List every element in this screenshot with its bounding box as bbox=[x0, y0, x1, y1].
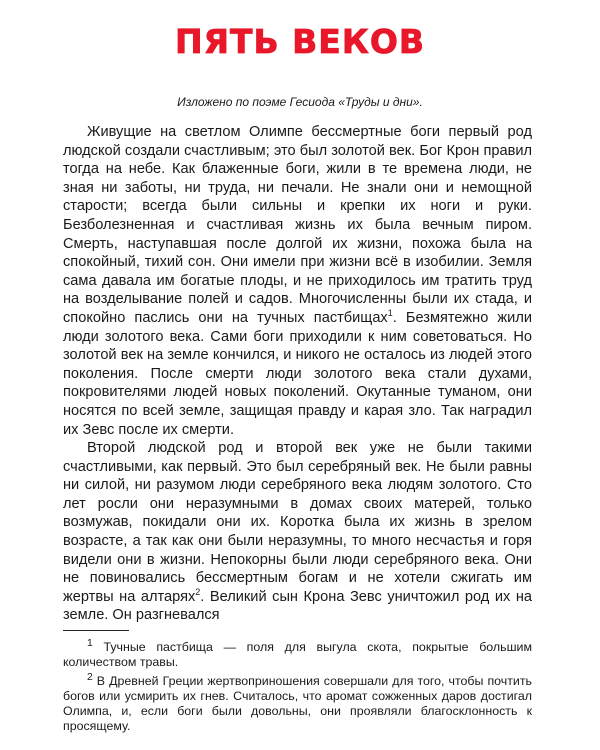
footnote-number: 2 bbox=[87, 672, 93, 684]
main-text bbox=[63, 123, 532, 625]
footnotes bbox=[63, 636, 532, 734]
footnote-divider bbox=[63, 630, 129, 631]
paragraph-text: Второй людской род и второй век уже не были такими счастливыми, как первый. Это был серебряный век. Не были равны ни силой, ни разумом люди серебряного века людям золотого. Сто лет росли они неразумными в домах своих матерей, только возмужав, покидали они их. Коротка была их жизнь в зрелом возрасте, а так как они были неразумны, то много несчастья и горя видели они в жизни. Непокорны были люди серебряного века. Они не повиновались бессмертным богам и не хотели сжигать им жертвы на алтарях bbox=[63, 440, 532, 605]
footnote-2 bbox=[63, 670, 532, 734]
paragraph-text: . Безмятежно жили люди золотого века. Сами боги приходили к ним советоваться. Но золотой век на земле кончился, и никого не осталось из людей этого поколения. После смерти люди золотого века стали духами, покровителями людей новых поколений. Окутанные туманом, они носятся по всей земле, защищая правду и карая зло. Так наградил их Зевс после их смерти. bbox=[63, 309, 532, 438]
paragraph-text: . Великий сын Крона Зевс уничтожил род их на земле. Он разгневался bbox=[63, 588, 532, 624]
paragraph-golden-age bbox=[63, 123, 532, 439]
footnote-text: Тучные пастбища — поля для выгула скота, покрытые большим количеством травы. bbox=[63, 640, 532, 670]
footnote-1 bbox=[63, 636, 532, 670]
footnote-number: 1 bbox=[87, 638, 93, 649]
page-title: ПЯТЬ ВЕКОВ bbox=[174, 22, 426, 61]
paragraph-silver-age bbox=[63, 439, 532, 625]
footnote-text: В Древней Греции жертвоприношения совершали для того, чтобы почтить богов или усмирить их гнев. Считалось, что аромат сожженных даров достигал Олимпа, и, если боги были довольны, они проявляли благосклонность к просящему. bbox=[63, 674, 532, 734]
footnote-ref-2[interactable]: 2 bbox=[195, 586, 201, 597]
subtitle: Изложено по поэме Гесиода «Труды и дни». bbox=[177, 95, 423, 109]
paragraph-text: Живущие на светлом Олимпе бессмертные боги первый род людской создали счастливым; это был золотой век. Бог Крон правил тогда на небе. Как блаженные боги, жили в те времена люди, не зная ни заботы, ни труда, ни печали. Не знали они и немощной старости; всегда были сильны и крепки их ноги и руки. Безболезненная и счастливая жизнь их была вечным пиром. Смерть, наступавшая после долгой их жизни, похожа была на спокойный, тихий сон. Они имели при жизни всё в изобилии. Земля сама давала им богатые плоды, и не приходилось им тратить труд на возделывание полей и садов. Многочисленны были их стада, и спокойно паслись они на тучных пастбищах bbox=[63, 124, 532, 326]
footnote-ref-1[interactable]: 1 bbox=[387, 308, 393, 319]
